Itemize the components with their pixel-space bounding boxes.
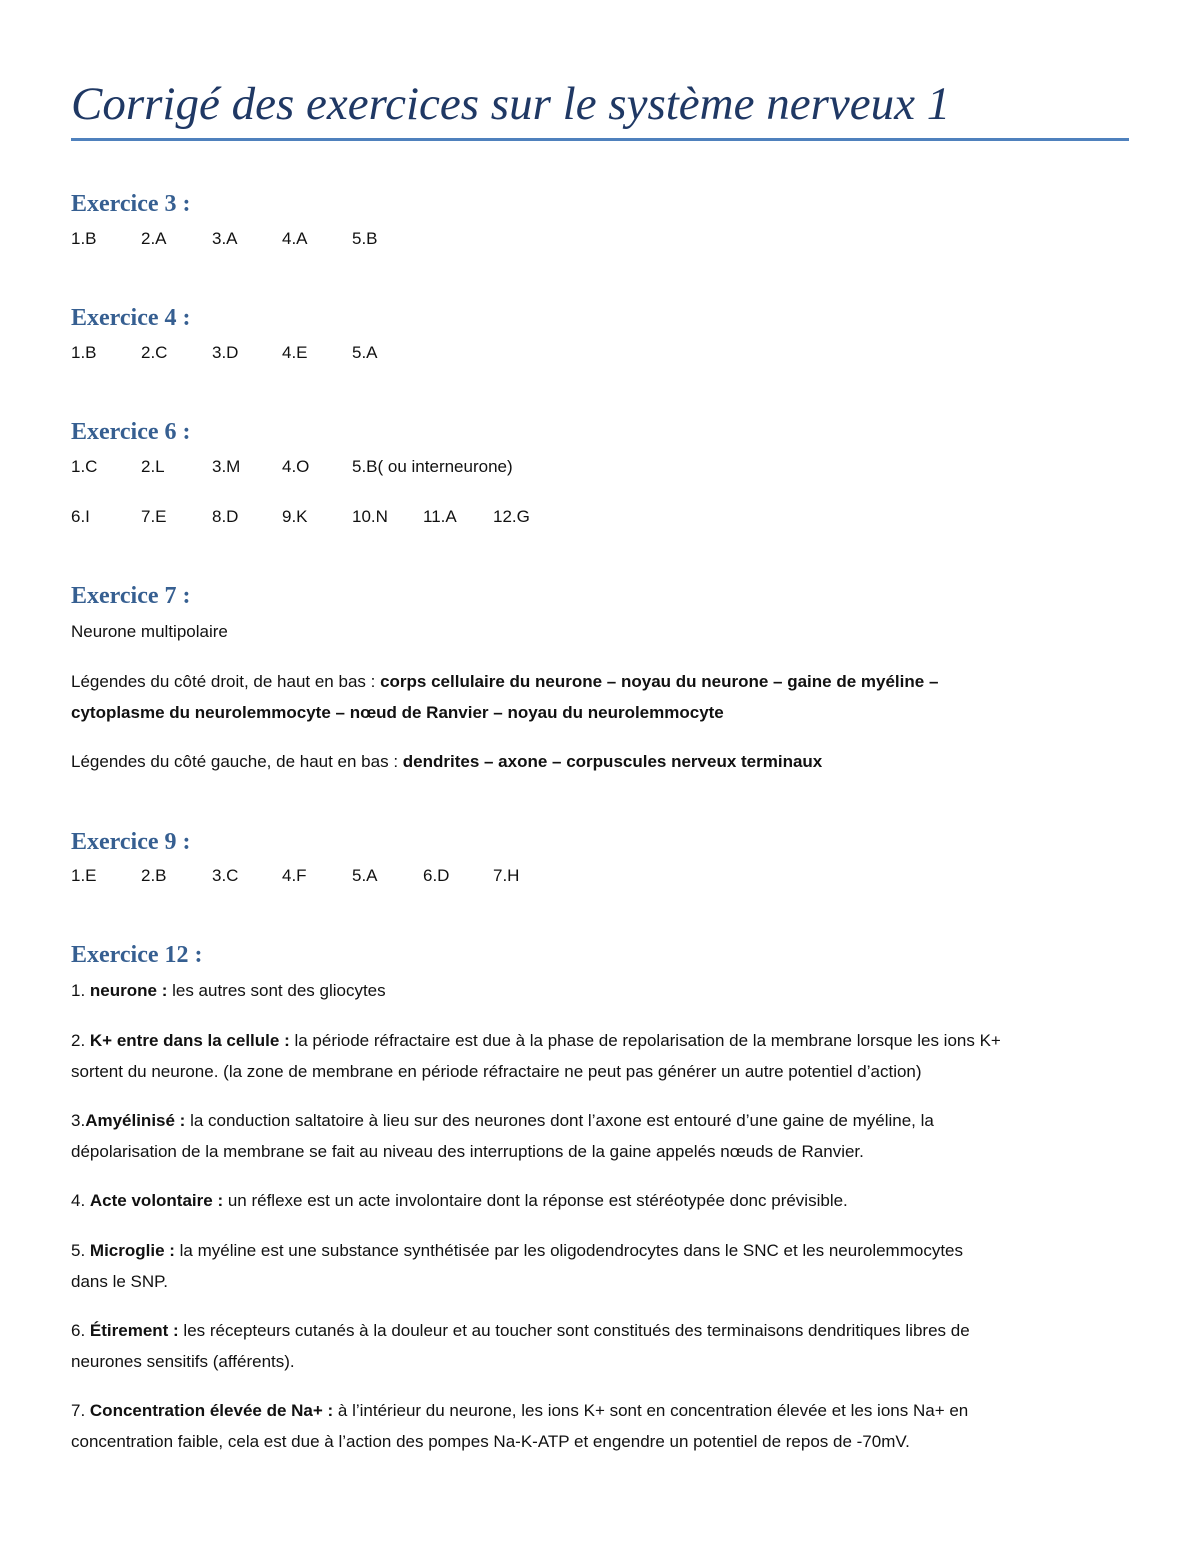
legend-answers: dendrites – axone – corpuscules nerveux terminaux xyxy=(402,752,823,771)
answer: 2.B xyxy=(141,866,167,885)
item-number: 5. xyxy=(71,1241,90,1260)
answer: 4.O xyxy=(282,457,310,476)
answer: 4.F xyxy=(282,866,307,885)
title-underline xyxy=(71,138,1129,141)
item-answer: Concentration élevée de Na+ : xyxy=(89,1401,334,1420)
answer: 1.C xyxy=(71,457,98,476)
exercise-12-item-2 xyxy=(71,1025,1129,1087)
item-answer: Étirement : xyxy=(89,1321,179,1340)
item-answer: Microglie : xyxy=(89,1241,175,1260)
exercise-12-heading: Exercice 12 : xyxy=(71,942,203,968)
item-number: 7. xyxy=(71,1401,90,1420)
answer: 7.E xyxy=(141,507,167,526)
exercise-4-heading: Exercice 4 : xyxy=(71,305,191,331)
answer: 5.A xyxy=(352,866,378,885)
answer: 9.K xyxy=(282,507,308,526)
exercise-12-item-1 xyxy=(71,975,1129,1006)
legend-prefix: Légendes du côté gauche, de haut en bas : xyxy=(71,752,403,771)
item-answer: neurone : xyxy=(89,981,168,1000)
item-answer: Amyélinisé : xyxy=(85,1111,186,1130)
item-number: 1. xyxy=(71,981,90,1000)
item-explanation: les récepteurs cutanés à la douleur et au toucher sont constitués des terminaisons dendritiques libres de xyxy=(178,1321,970,1340)
item-explanation: la période réfractaire est due à la phase de repolarisation de la membrane lorsque les ions K+ xyxy=(289,1031,1001,1050)
answer: 5.B xyxy=(352,229,378,248)
exercise-7-heading: Exercice 7 : xyxy=(71,583,191,609)
item-explanation-continued: dans le SNP. xyxy=(71,1272,169,1291)
item-number: 4. xyxy=(71,1191,90,1210)
answer: 2.C xyxy=(141,343,168,362)
answer: 3.M xyxy=(212,457,241,476)
answer: 5.B( ou interneurone) xyxy=(352,457,513,476)
answer: 1.E xyxy=(71,866,97,885)
item-answer: Acte volontaire : xyxy=(89,1191,224,1210)
answer: 6.D xyxy=(423,866,450,885)
answer: 11.A xyxy=(423,507,457,526)
legend-prefix: Légendes du côté droit, de haut en bas : xyxy=(71,672,381,691)
exercise-6-heading: Exercice 6 : xyxy=(71,419,191,445)
answer: 3.C xyxy=(212,866,239,885)
legend-answers: cytoplasme du neurolemmocyte – nœud de Ranvier – noyau du neurolemmocyte xyxy=(71,703,724,722)
item-explanation-continued: sortent du neurone. (la zone de membrane en période réfractaire ne peut pas générer un autre potentiel d’action) xyxy=(71,1062,922,1081)
item-explanation: la myéline est une substance synthétisée par les oligodendrocytes dans le SNC et les neurolemmocytes xyxy=(174,1241,964,1260)
item-explanation-continued: dépolarisation de la membrane se fait au niveau des interruptions de la gaine appelés nœuds de Ranvier. xyxy=(71,1142,864,1161)
answer: 3.D xyxy=(212,343,239,362)
exercise-3-heading: Exercice 3 : xyxy=(71,191,191,217)
item-explanation: à l’intérieur du neurone, les ions K+ sont en concentration élevée et les ions Na+ en xyxy=(333,1401,969,1420)
exercise-7-left-legends xyxy=(71,746,1129,777)
item-number: 3. xyxy=(71,1111,86,1130)
item-explanation: la conduction saltatoire à lieu sur des neurones dont l’axone est entouré d’une gaine de myéline, la xyxy=(185,1111,934,1130)
item-answer: K+ entre dans la cellule : xyxy=(89,1031,290,1050)
exercise-7-answer-text: Neurone multipolaire xyxy=(71,622,228,641)
item-explanation-continued: concentration faible, cela est due à l’action des pompes Na-K-ATP et engendre un potentiel de repos de -70mV. xyxy=(71,1432,910,1451)
answer: 4.A xyxy=(282,229,308,248)
answer: 3.A xyxy=(212,229,238,248)
item-number: 2. xyxy=(71,1031,90,1050)
exercise-7-right-legends xyxy=(71,666,1129,728)
item-explanation: un réflexe est un acte involontaire dont la réponse est stéréotypée donc prévisible. xyxy=(223,1191,848,1210)
answer: 12.G xyxy=(493,507,530,526)
answer: 6.I xyxy=(71,507,90,526)
item-explanation-continued: neurones sensitifs (afférents). xyxy=(71,1352,295,1371)
answer: 2.A xyxy=(141,229,167,248)
exercise-12-item-7 xyxy=(71,1395,1129,1457)
document-title: Corrigé des exercices sur le système nerveux 1 xyxy=(71,78,951,130)
answer: 7.H xyxy=(493,866,520,885)
exercise-12-item-4 xyxy=(71,1185,1129,1216)
item-number: 6. xyxy=(71,1321,90,1340)
legend-answers: corps cellulaire du neurone – noyau du neurone – gaine de myéline – xyxy=(380,672,939,691)
answer: 1.B xyxy=(71,229,97,248)
exercise-12-item-3 xyxy=(71,1105,1129,1167)
exercise-9-heading: Exercice 9 : xyxy=(71,829,191,855)
answer: 2.L xyxy=(141,457,165,476)
answer: 4.E xyxy=(282,343,308,362)
item-explanation: les autres sont des gliocytes xyxy=(167,981,386,1000)
exercise-12-item-5 xyxy=(71,1235,1129,1297)
answer: 8.D xyxy=(212,507,239,526)
answer: 1.B xyxy=(71,343,97,362)
answer: 10.N xyxy=(352,507,388,526)
exercise-12-item-6 xyxy=(71,1315,1129,1377)
answer: 5.A xyxy=(352,343,378,362)
